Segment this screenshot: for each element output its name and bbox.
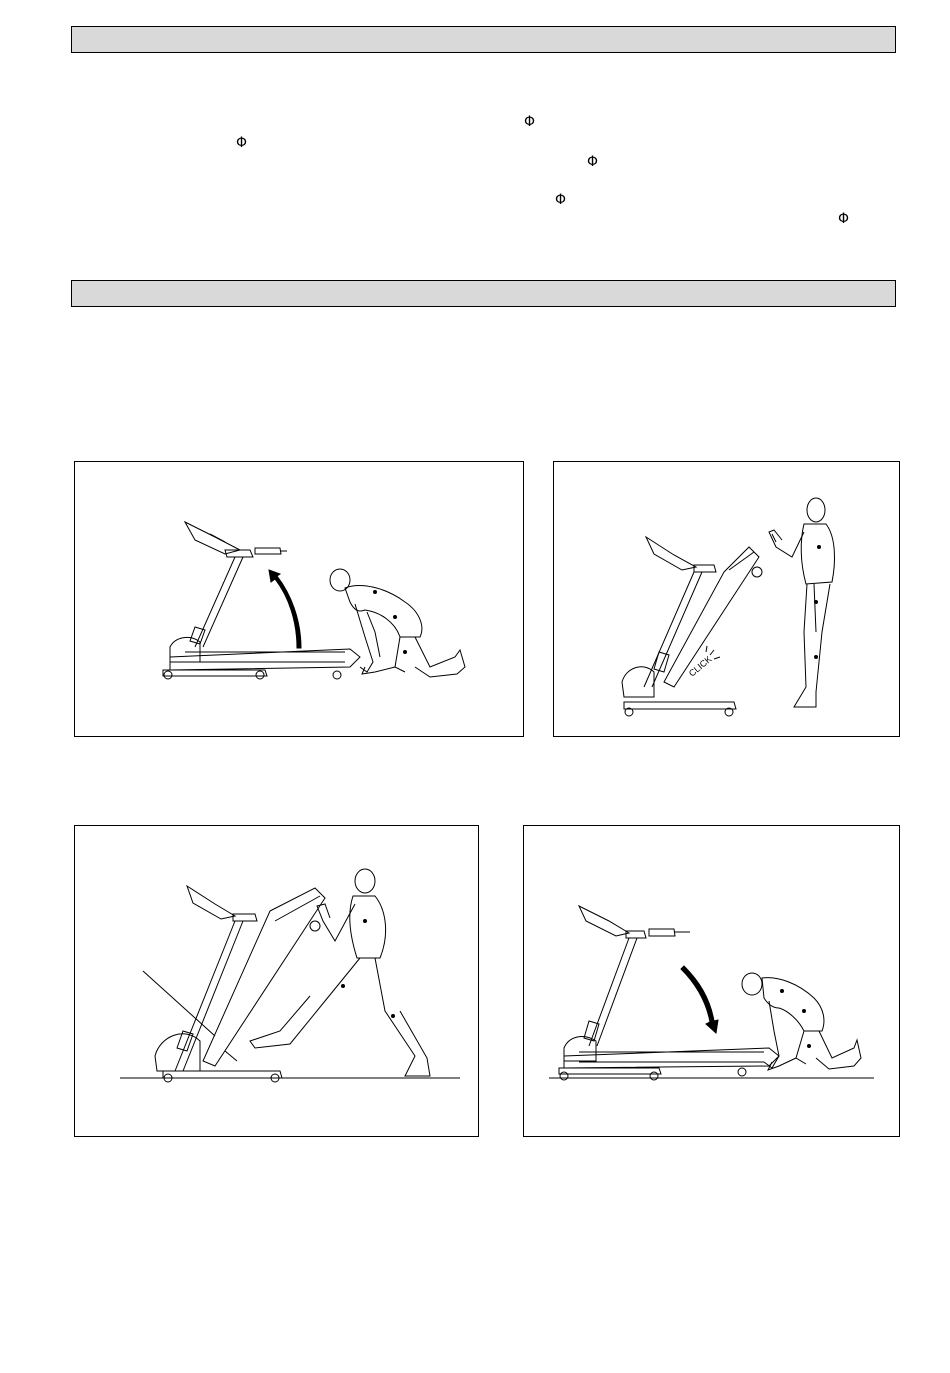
figure-panel-2 [553, 461, 900, 737]
pointer-line [143, 971, 215, 1036]
up-arrow-icon [269, 570, 301, 648]
kneeling-person [742, 973, 861, 1070]
phi-symbol-5: Φ [838, 211, 850, 227]
treadmill-flat [163, 522, 360, 679]
figure-3-illustration [75, 826, 480, 1138]
lunging-person [250, 869, 430, 1076]
phi-symbol-1: Φ [524, 114, 536, 130]
phi-symbol-3: Φ [587, 154, 599, 170]
treadmill-folded [155, 886, 325, 1082]
section-header-bar-1 [71, 26, 896, 53]
phi-symbol-2: Φ [236, 135, 248, 151]
treadmill-folding [622, 537, 762, 716]
figure-panel-3 [74, 825, 479, 1137]
figure-panel-4 [523, 825, 900, 1137]
kneeling-person [330, 569, 465, 677]
section-header-bar-2 [71, 280, 896, 307]
click-label: CLICK [686, 653, 714, 679]
down-arrow-icon [681, 966, 718, 1033]
figure-1-illustration [75, 462, 525, 738]
phi-symbol-4: Φ [555, 192, 567, 208]
figure-panel-1 [74, 461, 524, 737]
standing-person [769, 498, 834, 707]
figure-2-illustration [554, 462, 901, 738]
figure-4-illustration [524, 826, 901, 1138]
click-indicator [687, 646, 720, 679]
